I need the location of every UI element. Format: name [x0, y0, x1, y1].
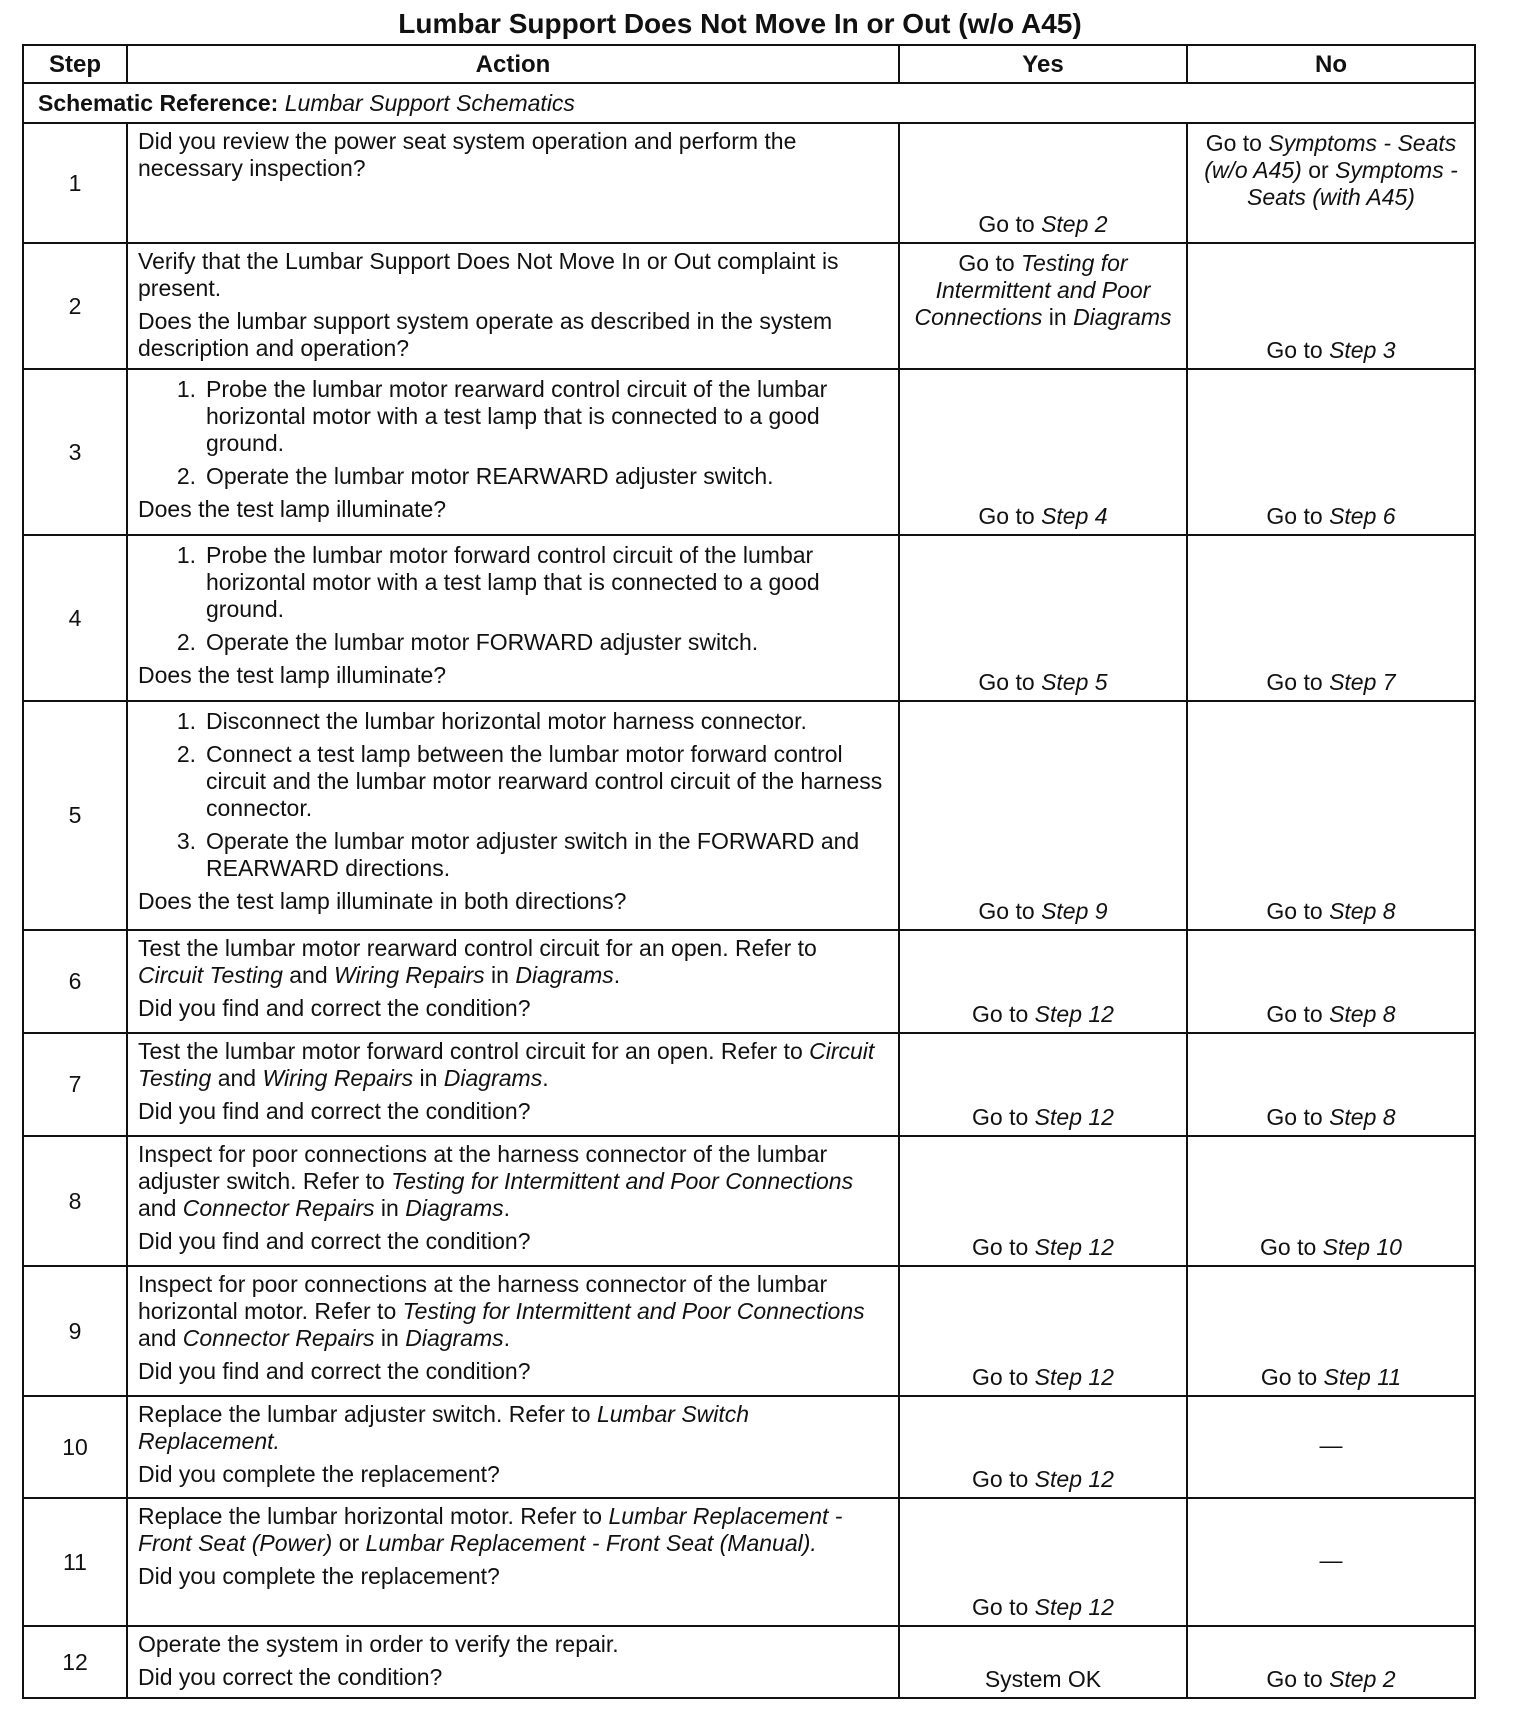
- table-row: [23, 369, 1475, 535]
- yes-cell: Go to Step 4: [899, 369, 1187, 535]
- action-cell: [127, 930, 899, 1033]
- table-row: [23, 535, 1475, 701]
- no-cell: Go to Step 8: [1187, 930, 1475, 1033]
- table-row: [23, 123, 1475, 243]
- list-item: 2. Operate the lumbar motor REARWARD adjuster switch.: [176, 463, 774, 489]
- yes-cell: System OK: [899, 1626, 1187, 1698]
- header-yes: Yes: [899, 45, 1187, 83]
- header-no: No: [1187, 45, 1475, 83]
- table-row: [23, 1136, 1475, 1266]
- schematic-link: Lumbar Support Schematics: [284, 89, 575, 116]
- header-step: Step: [23, 45, 127, 83]
- no-cell: Go to Step 7: [1187, 535, 1475, 701]
- action-cell: [127, 369, 899, 535]
- action-text: Verify that the Lumbar Support Does Not Move In or Out complaint is present.: [138, 248, 839, 301]
- step-number: 5: [23, 701, 127, 930]
- yes-cell: Go to Step 12: [899, 1396, 1187, 1498]
- schematic-label: Schematic Reference:: [38, 89, 279, 116]
- header-action: Action: [127, 45, 899, 83]
- action-question: Did you find and correct the condition?: [138, 995, 531, 1021]
- action-cell: [127, 1626, 899, 1698]
- step-number: 4: [23, 535, 127, 701]
- no-cell: Go to Step 8: [1187, 701, 1475, 930]
- no-cell: Go to Step 6: [1187, 369, 1475, 535]
- action-question: Did you find and correct the condition?: [138, 1098, 531, 1124]
- header-row: [23, 45, 1475, 83]
- step-number: 9: [23, 1266, 127, 1396]
- table-row: [23, 1396, 1475, 1498]
- action-text: Inspect for poor connections at the harness connector of the lumbar horizontal motor. Refer to Testing for Intermittent and Poor Connections and Connector Repairs in Diagrams.: [138, 1271, 865, 1351]
- action-cell: [127, 1266, 899, 1396]
- action-question: Does the test lamp illuminate?: [138, 662, 447, 688]
- table-row: [23, 930, 1475, 1033]
- yes-cell: Go to Step 12: [899, 1136, 1187, 1266]
- no-cell: Go to Step 10: [1187, 1136, 1475, 1266]
- yes-cell: Go to Step 12: [899, 930, 1187, 1033]
- list-item: 1. Disconnect the lumbar horizontal motor harness connector.: [176, 708, 807, 734]
- action-question: Did you correct the condition?: [138, 1664, 443, 1690]
- action-text: Did you review the power seat system operation and perform the necessary inspection?: [138, 128, 797, 181]
- step-number: 8: [23, 1136, 127, 1266]
- table-row: [23, 1266, 1475, 1396]
- yes-cell: Go to Testing for Intermittent and Poor Connections in Diagrams: [899, 243, 1187, 369]
- action-text: Operate the system in order to verify the repair.: [138, 1631, 619, 1657]
- step-number: 11: [23, 1498, 127, 1626]
- action-text: Test the lumbar motor forward control circuit for an open. Refer to Circuit Testing and Wiring Repairs in Diagrams.: [138, 1038, 875, 1091]
- action-cell: [127, 1498, 899, 1626]
- list-item: 2. Connect a test lamp between the lumbar motor forward control circuit and the lumbar motor rearward control circuit of the harness connector.: [176, 741, 883, 821]
- table-row: [23, 243, 1475, 369]
- step-number: 7: [23, 1033, 127, 1136]
- action-question: Does the test lamp illuminate in both directions?: [138, 888, 627, 914]
- no-cell: [1187, 1498, 1475, 1626]
- step-number: 1: [23, 123, 127, 243]
- schematic-reference: [23, 83, 1475, 123]
- no-cell: Go to Step 8: [1187, 1033, 1475, 1136]
- yes-cell: Go to Step 5: [899, 535, 1187, 701]
- yes-cell: Go to Step 9: [899, 701, 1187, 930]
- diagnostic-table: [22, 44, 1476, 1699]
- action-cell: [127, 1136, 899, 1266]
- table-row: [23, 1033, 1475, 1136]
- no-cell: [1187, 1396, 1475, 1498]
- action-cell: [127, 535, 899, 701]
- step-number: 6: [23, 930, 127, 1033]
- schematic-row: [23, 83, 1475, 123]
- list-item: 1. Probe the lumbar motor forward control circuit of the lumbar horizontal motor with a test lamp that is connected to a good ground.: [176, 542, 820, 622]
- action-cell: [127, 1033, 899, 1136]
- action-cell: [127, 123, 899, 243]
- action-text: Test the lumbar motor rearward control circuit for an open. Refer to Circuit Testing and Wiring Repairs in Diagrams.: [138, 935, 817, 988]
- action-cell: [127, 1396, 899, 1498]
- list-item: 1. Probe the lumbar motor rearward control circuit of the lumbar horizontal motor with a test lamp that is connected to a good ground.: [176, 376, 828, 456]
- action-question: Did you complete the replacement?: [138, 1563, 500, 1589]
- action-question: Did you find and correct the condition?: [138, 1228, 531, 1254]
- no-cell: Go to Step 11: [1187, 1266, 1475, 1396]
- yes-cell: Go to Step 12: [899, 1266, 1187, 1396]
- action-cell: [127, 701, 899, 930]
- action-question: Did you complete the replacement?: [138, 1461, 500, 1487]
- step-number: 12: [23, 1626, 127, 1698]
- action-text: Inspect for poor connections at the harness connector of the lumbar adjuster switch. Refer to Testing for Intermittent and Poor Connections and Connector Repairs in Diagrams.: [138, 1141, 854, 1221]
- action-question: Does the lumbar support system operate as described in the system description and operation?: [138, 308, 833, 361]
- action-question: Does the test lamp illuminate?: [138, 496, 447, 522]
- no-cell: Go to Symptoms - Seats (w/o A45) or Symptoms - Seats (with A45): [1187, 123, 1475, 243]
- action-cell: [127, 243, 899, 369]
- no-cell: Go to Step 2: [1187, 1626, 1475, 1698]
- action-question: Did you find and correct the condition?: [138, 1358, 531, 1384]
- action-text: Replace the lumbar adjuster switch. Refer to Lumbar Switch Replacement.: [138, 1401, 750, 1454]
- list-item: 3. Operate the lumbar motor adjuster switch in the FORWARD and REARWARD directions.: [176, 828, 860, 881]
- step-number: 10: [23, 1396, 127, 1498]
- no-cell: Go to Step 3: [1187, 243, 1475, 369]
- table-row: [23, 1626, 1475, 1698]
- action-text: Replace the lumbar horizontal motor. Refer to Lumbar Replacement - Front Seat (Power) or Lumbar Replacement - Front Seat (Manual).: [138, 1503, 843, 1556]
- yes-cell: Go to Step 12: [899, 1498, 1187, 1626]
- dash-placeholder: —: [1319, 1546, 1343, 1573]
- yes-cell: Go to Step 12: [899, 1033, 1187, 1136]
- page-title: Lumbar Support Does Not Move In or Out (w/o A45): [398, 8, 1082, 39]
- step-number: 2: [23, 243, 127, 369]
- table-row: [23, 701, 1475, 930]
- dash-placeholder: —: [1319, 1431, 1343, 1458]
- step-number: 3: [23, 369, 127, 535]
- table-row: [23, 1498, 1475, 1626]
- yes-cell: Go to Step 2: [899, 123, 1187, 243]
- list-item: 2. Operate the lumbar motor FORWARD adjuster switch.: [176, 629, 759, 655]
